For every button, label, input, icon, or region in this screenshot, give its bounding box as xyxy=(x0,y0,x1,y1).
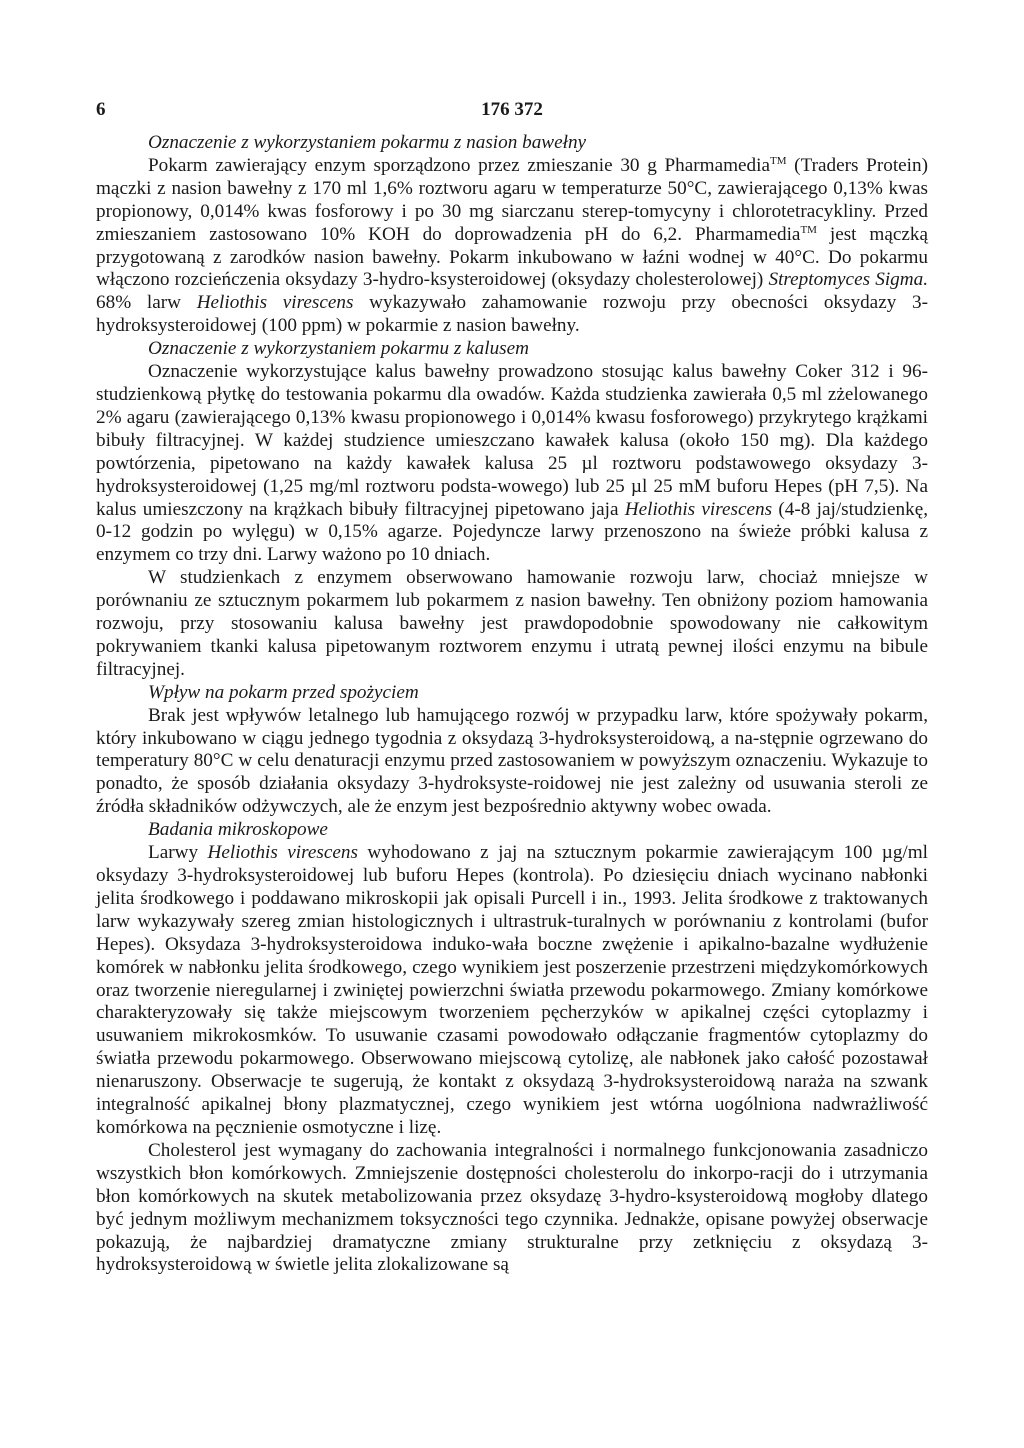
paragraph-pre-ingestion: Brak jest wpływów letalnego lub hamującego rozwój w przypadku larw, które spożywały pokarm, który inkubowano w ciągu jednego tygodnia z oksydazą 3-hydroksysteroidową, a na-stępnie ogrzewano do temperatury 80°C w celu denaturacji enzymu przed zastosowaniem w powyższym oznaczeniu. Wykazuje to ponadto, że sposób działania oksydazy 3-hydroksyste-roidowej nie jest zależny od usuwania steroli ze źródła składników odżywczych, ale że enzym jest bezpośrednio aktywny wobec owada. xyxy=(96,704,928,818)
paragraph-callus-diet xyxy=(96,361,928,567)
page-number: 6 xyxy=(96,99,106,120)
paragraph-microscopy xyxy=(96,842,928,1140)
text-run: jest mączką przygotowaną z zarodków nasion bawełny. Pokarm inkubowano w łaźni wodnej w 40°C. Do pokarmu włączono rozcieńczenia oksydazy 3-hydro-ksysteroidowej (oksydazy cholesterolowej) xyxy=(96,223,929,291)
section-heading-pre-ingestion: Wpływ na pokarm przed spożyciem xyxy=(148,681,419,703)
text-run: Oznaczenie wykorzystujące kalus bawełny prowadzono stosując kalus bawełny Coker 312 i 96-studzienkową płytkę do testowania pokarmu dla owadów. Każda studzienka zawierała 0,5 ml zżelowanego 2% agaru (zawierającego 0,13% kwasu propionowego i 0,014% kwasu fosforowego) przykrytego krążkami bibuły filtracyjnej. W każdej studzience umieszczano kawałek kalusa (około 150 mg). Dla każdego powtórzenia, pipetowano na każdy kawałek kalusa 25 µl roztworu podstawowego oksydazy 3-hydroksysteroidowej (1,25 mg/ml roztworu podsta-wowego) lub 25 µl 25 mM buforu Hepes (pH 7,5). Na kalus umieszczony na krążkach bibuły filtracyjnej pipetowano jaja xyxy=(96,361,928,520)
paragraph-cholesterol: Cholesterol jest wymagany do zachowania integralności i normalnego funkcjonowania zasadniczo wszystkich błon komórkowych. Zmniejszenie dostępności cholesterolu do inkorpo-racji do i utrzymania błon komórkowych na skutek metabolizowania przez oksydazę 3-hydro-ksysteroidową mogłoby dlatego być jednym możliwym mechanizmem toksyczności tego czynnika. Jednakże, opisane powyżej obserwacje pokazują, że najbardziej dramatyczne zmiany strukturalne przy zetknięciu z oksydazą 3-hydroksysteroidową w świetle jelita zlokalizowane są xyxy=(96,1139,928,1276)
text-run: (4-8 jaj/studzienkę, 0-12 godzin po wylęgu) w 0,15% agarze. Pojedyncze larwy przenoszono na świeże próbki kalusa z enzymem co trzy dni. Larwy ważono po 10 dniach. xyxy=(96,498,929,566)
species-name: Heliothis virescens xyxy=(196,292,354,314)
text-run: wyhodowano z jaj na sztucznym pokarmie zawierającym 100 µg/ml oksydazy 3-hydroksysteroidowej lub buforu Hepes (kontrola). Po dziesięciu dniach wycinano nabłonki jelita środkowego i poddawano mikroskopii jak opisali Purcell i in., 1993. Jelita środkowe z traktowanych larw wykazywały szereg zmian histologicznych i ultrastruk-turalnych w porównaniu z kontrolami (bufor Hepes). Oksydaza 3-hydroksysteroidowa induko-wała boczne zwężenie i apikalno-bazalne wydłużenie komórek w nabłonku jelita środkowego, czego wynikiem jest poszerzenie przestrzeni międzykomórkowych oraz tworzenie nieregularnej i zwiniętej powierzchni światła przewodu pokarmowego. Zmiany komórkowe charakteryzowały się także miejscowym tworzeniem pęcherzyków w apikalnej części cytoplazmy i usuwaniem mikrokosmków. To usuwanie czasami powodowało odłączanie fragmentów cytoplazmy do światła przewodu pokarmowego. Obserwowano miejscową cytolizę, ale nabłonek jako całość pozostawał nienaruszony. Obserwacje te sugerują, że kontakt z oksydazą 3-hydroksysteroidową naraża na szwank integralność apikalnej błony plazmatycznej, czego wynikiem jest wtórna uogólniona nadwrażliwość komórkowa na pęcznienie osmotyczne i lizę. xyxy=(96,842,928,1138)
text-run: (Traders Protein) mączki z nasion bawełny z 170 ml 1,6% roztworu agaru w temperaturze 50°C, zawierającego 0,13% kwas propionowy, 0,014% kwas fosforowy i po 30 mg siarczanu sterep-tomycyny i chlorotetracykliny. Przed zmieszaniem zastosowano 10% KOH do doprowadzenia pH do 6,2. Pharmamedia xyxy=(96,154,928,245)
section-heading-microscopy: Badania mikroskopowe xyxy=(148,819,328,841)
section-heading-cottonseed-diet: Oznaczenie z wykorzystaniem pokarmu z nasion bawełny xyxy=(148,132,587,153)
species-name: Heliothis virescens xyxy=(624,498,773,520)
trademark-mark: TM xyxy=(769,154,787,167)
document-number: 176 372 xyxy=(481,99,543,120)
species-name: Streptomyces Sigma. xyxy=(768,269,928,291)
text-run: Pokarm zawierający enzym sporządzono przez zmieszanie 30 g Pharmamedia xyxy=(148,154,770,176)
text-run: 68% larw xyxy=(96,292,197,314)
paragraph-cottonseed-diet xyxy=(96,155,928,338)
paragraph-callus-results: W studzienkach z enzymem obserwowano hamowanie rozwoju larw, chociaż mniejsze w porównaniu ze sztucznym pokarmem lub pokarmem z nasion bawełny. Ten obniżony poziom hamowania rozwoju, przy stosowaniu kalusa bawełny jest prawdopodobnie spowodowany nie całkowitym pokrywaniem tkanki kalusa pipetowanym roztworem enzymu i utratą pewnej ilości enzymu na bibule filtracyjnej. xyxy=(96,567,928,680)
section-heading-callus-diet: Oznaczenie z wykorzystaniem pokarmu z kalusem xyxy=(148,338,530,360)
species-name: Heliothis virescens xyxy=(207,842,358,864)
trademark-mark: TM xyxy=(800,223,817,236)
text-run: Larwy xyxy=(148,842,208,864)
document-body xyxy=(96,132,928,1277)
text-run: wykazywało zahamowanie rozwoju przy obecności oksydazy 3-hydroksysteroidowej (100 ppm) w pokarmie z nasion bawełny. xyxy=(96,292,928,337)
